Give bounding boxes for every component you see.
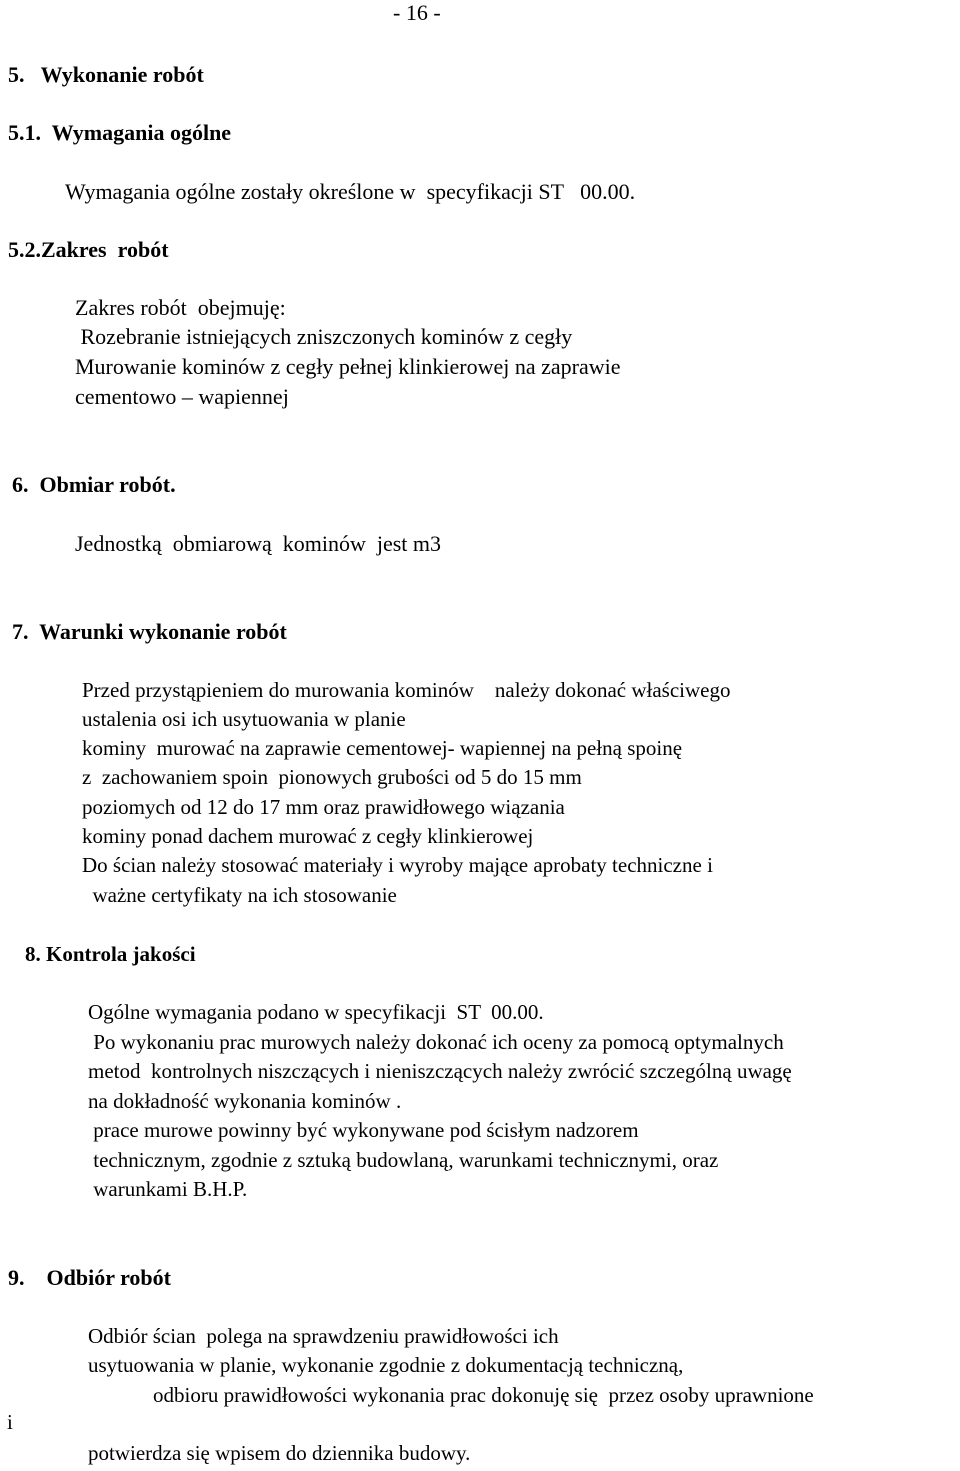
section-7-line: Przed przystąpieniem do murowania kominów należy dokonać właściwego — [82, 678, 731, 702]
section-5-2-heading: 5.2.Zakres robót — [8, 237, 169, 262]
section-6-text: Jednostką obmiarową kominów jest m3 — [75, 531, 442, 556]
section-9-line: usytuowania w planie, wykonanie zgodnie z dokumentacją techniczną, — [88, 1353, 684, 1377]
section-5-1-heading: 5.1. Wymagania ogólne — [8, 120, 232, 145]
section-7-line: ustalenia osi ich usytuowania w planie — [82, 707, 406, 731]
section-8-line: warunkami B.H.P. — [88, 1177, 248, 1201]
section-8-line: technicznym, zgodnie z sztuką budowlaną, warunkami technicznymi, oraz — [88, 1148, 719, 1172]
section-7-heading: 7. Warunki wykonanie robót — [12, 619, 287, 644]
section-7-line: z zachowaniem spoin pionowych grubości od 5 do 15 mm — [82, 765, 582, 789]
section-8-line: Po wykonaniu prac murowych należy dokonać ich oceny za pomocą optymalnych — [88, 1030, 784, 1054]
section-5-2-line: Rozebranie istniejących zniszczonych kominów z cegły — [75, 324, 573, 349]
section-9-stray-char: i — [7, 1410, 13, 1434]
section-8-line: prace murowe powinny być wykonywane pod ścisłym nadzorem — [88, 1118, 639, 1142]
section-5-heading: 5. Wykonanie robót — [8, 62, 204, 87]
section-7-line: kominy murować na zaprawie cementowej- wapiennej na pełną spoinę — [82, 736, 683, 760]
section-9-heading: 9. Odbiór robót — [8, 1265, 171, 1290]
section-5-2-line: Zakres robót obejmuję: — [75, 295, 286, 320]
section-7-line: Do ścian należy stosować materiały i wyroby mające aprobaty techniczne i — [82, 853, 713, 877]
section-9-line: potwierdza się wpisem do dziennika budowy. — [88, 1441, 471, 1465]
section-9-line: odbioru prawidłowości wykonania prac dokonuję się przez osoby uprawnione — [153, 1383, 814, 1407]
section-9-line: Odbiór ścian polega na sprawdzeniu prawidłowości ich — [88, 1324, 559, 1348]
section-7-line: ważne certyfikaty na ich stosowanie — [82, 883, 397, 907]
section-5-1-text: Wymagania ogólne zostały określone w specyfikacji ST 00.00. — [65, 179, 636, 204]
section-8-line: na dokładność wykonania kominów . — [88, 1089, 402, 1113]
section-5-2-line: cementowo – wapiennej — [75, 384, 289, 409]
section-8-heading: 8. Kontrola jakości — [25, 942, 196, 966]
section-7-line: poziomych od 12 do 17 mm oraz prawidłowego wiązania — [82, 795, 565, 819]
page-number: - 16 - — [393, 0, 441, 25]
section-8-line: metod kontrolnych niszczących i nieniszczących należy zwrócić szczególną uwagę — [88, 1059, 792, 1083]
section-5-2-line: Murowanie kominów z cegły pełnej klinkierowej na zaprawie — [75, 354, 621, 379]
section-6-heading: 6. Obmiar robót. — [12, 472, 176, 497]
section-8-line: Ogólne wymagania podano w specyfikacji ST 00.00. — [88, 1000, 544, 1024]
section-7-line: kominy ponad dachem murować z cegły klinkierowej — [82, 824, 534, 848]
